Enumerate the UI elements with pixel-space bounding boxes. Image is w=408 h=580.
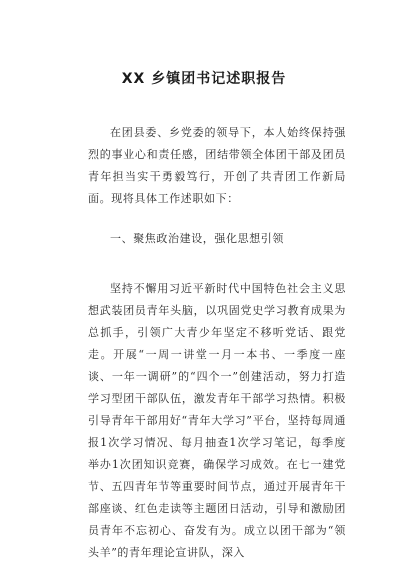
section-heading: 一、聚焦政治建设，强化思想引领 — [110, 232, 284, 245]
document-title: XX 乡镇团书记述职报告 — [121, 71, 287, 87]
intro-paragraph: 在团县委、乡党委的领导下，本人始终保持强烈的事业心和责任感，团结带领全体团干部及团员青年担当实干勇毅笃行，开创了共青团工作新局面。现将具体工作述职如下： — [88, 126, 346, 205]
body-paragraph: 坚持不懈用习近平新时代中国特色社会主义思想武装团员青年头脑，以巩固党史学习教育成果为总抓手，引领广大青少年坚定不移听党话、跟党走。开展“一周一讲堂一月一本书、一季度一座谈、一年一调研”的“四个一”创建活动，努力打造学习型团干部队伍，激发青年干部学习热情。积极引导青年干部用好“青年大学习”平台，坚持每周通报1次学习情况、每月抽查1次学习笔记，每季度举办1次团知识竞赛，确保学习成效。在七一建党节、五四青年节等重要时间节点，通过开展青年干部座谈、红色走读等主题团日活动，引导和激励团员青年不忘初心、奋发有为。成立以团干部为“领头羊”的青年理论宣讲队，深入 — [88, 282, 346, 559]
